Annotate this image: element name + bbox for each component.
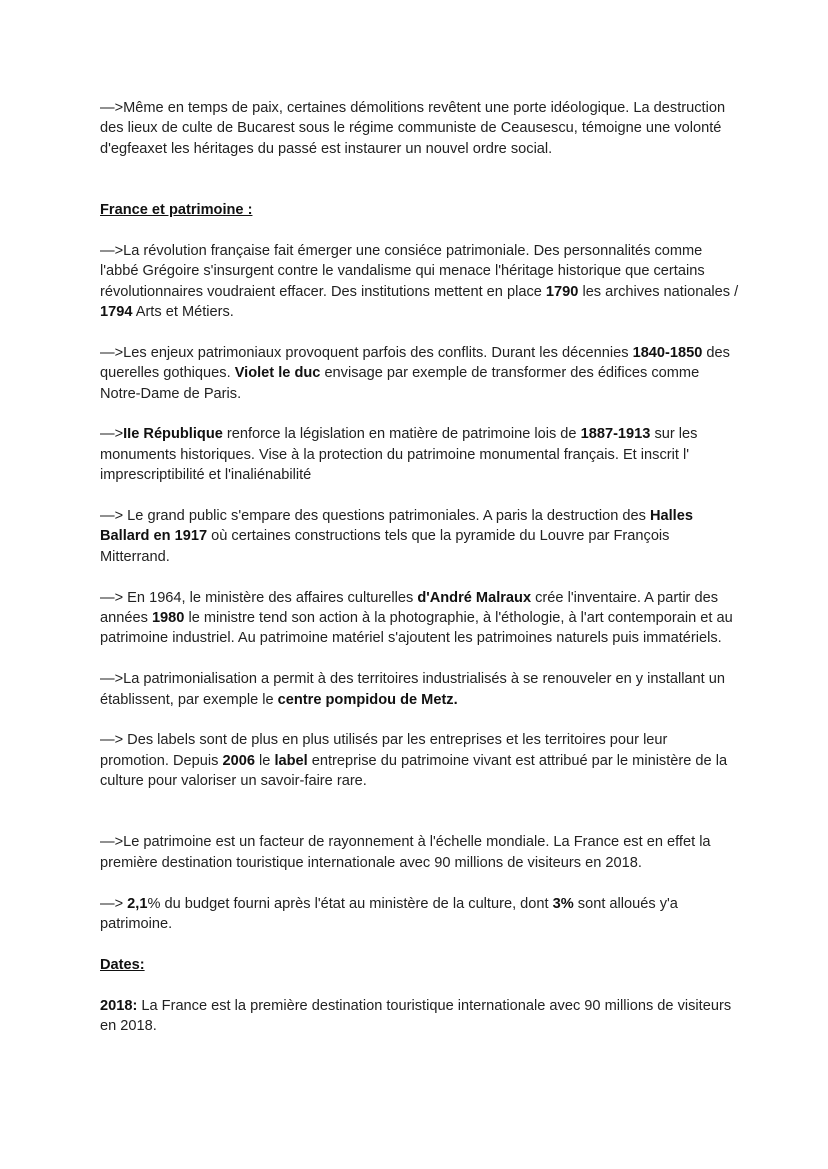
paragraph-labels: —> Des labels sont de plus en plus utilisés par les entreprises et les territoires pour leur promotion. Depuis 2006 le label entreprise du patrimoine vivant est attribué par le ministère de la culture pour valoriser un savoir-faire rare. [100,732,728,790]
paragraph-malraux: —> En 1964, le ministère des affaires culturelles d'André Malraux crée l'inventaire. A partir des années 1980 le ministre tend son action à la photographie, à l'éthologie, à l'art contemporain et au patrimoine industriel. Au patrimoine matériel s'ajoutent les patrimoines naturels puis immatériels. [100,589,733,647]
paragraph-revolution: —>La révolution française fait émerger une consiéce patrimoniale. Des personnalités comme l'abbé Grégoire s'insurgent contre le vandalisme qui menace l'héritage historique que certains révolutionnaires voudraient effacer. Des institutions mettent en place 1790 les archives nationales / 1794 Arts et Métiers. [100,242,739,321]
paragraph-ceausescu: —>Même en temps de paix, certaines démolitions revêtent une porte idéologique. La destruction des lieux de culte de Bucarest sous le régime communiste de Ceausescu, témoigne une volonté d'egfeaxet les héritages du passé est instaurer un nouvel ordre social. [100,100,726,157]
date-entry-2018: 2018: La France est la première destination touristique internationale avec 90 millions de visiteurs en 2018. [100,997,732,1035]
section-heading-dates: Dates: [100,956,145,973]
section-heading-france-patrimoine: France et patrimoine : [100,202,253,219]
paragraph-patrimonialisation: —>La patrimonialisation a permit à des territoires industrialisés à se renouveler en y installant un établissent, par exemple le centre pompidou de Metz. [100,671,726,708]
paragraph-republique: —>IIe République renforce la législation en matière de patrimoine lois de 1887-1913 sur les monuments historiques. Vise à la protection du patrimoine monumental français. Et inscrit l' imprescriptibilité et l'inaliénabilité [100,426,698,484]
document-page [100,98,740,1037]
paragraph-grand-public: —> Le grand public s'empare des questions patrimoniales. A paris la destruction des Halles Ballard en 1917 où certaines constructions tels que la pyramide du Louvre par François Mitterrand. [100,508,693,565]
paragraph-conflits: —>Les enjeux patrimoniaux provoquent parfois des conflits. Durant les décennies 1840-1850 des querelles gothiques. Violet le duc envisage par exemple de transformer des édifices comme Notre-Dame de Paris. [100,344,730,402]
paragraph-budget: —> 2,1% du budget fourni après l'état au ministère de la culture, dont 3% sont alloués y'a patrimoine. [100,895,678,933]
paragraph-rayonnement: —>Le patrimoine est un facteur de rayonnement à l'échelle mondiale. La France est en effet la première destination touristique internationale avec 90 millions de visiteurs en 2018. [100,834,711,871]
